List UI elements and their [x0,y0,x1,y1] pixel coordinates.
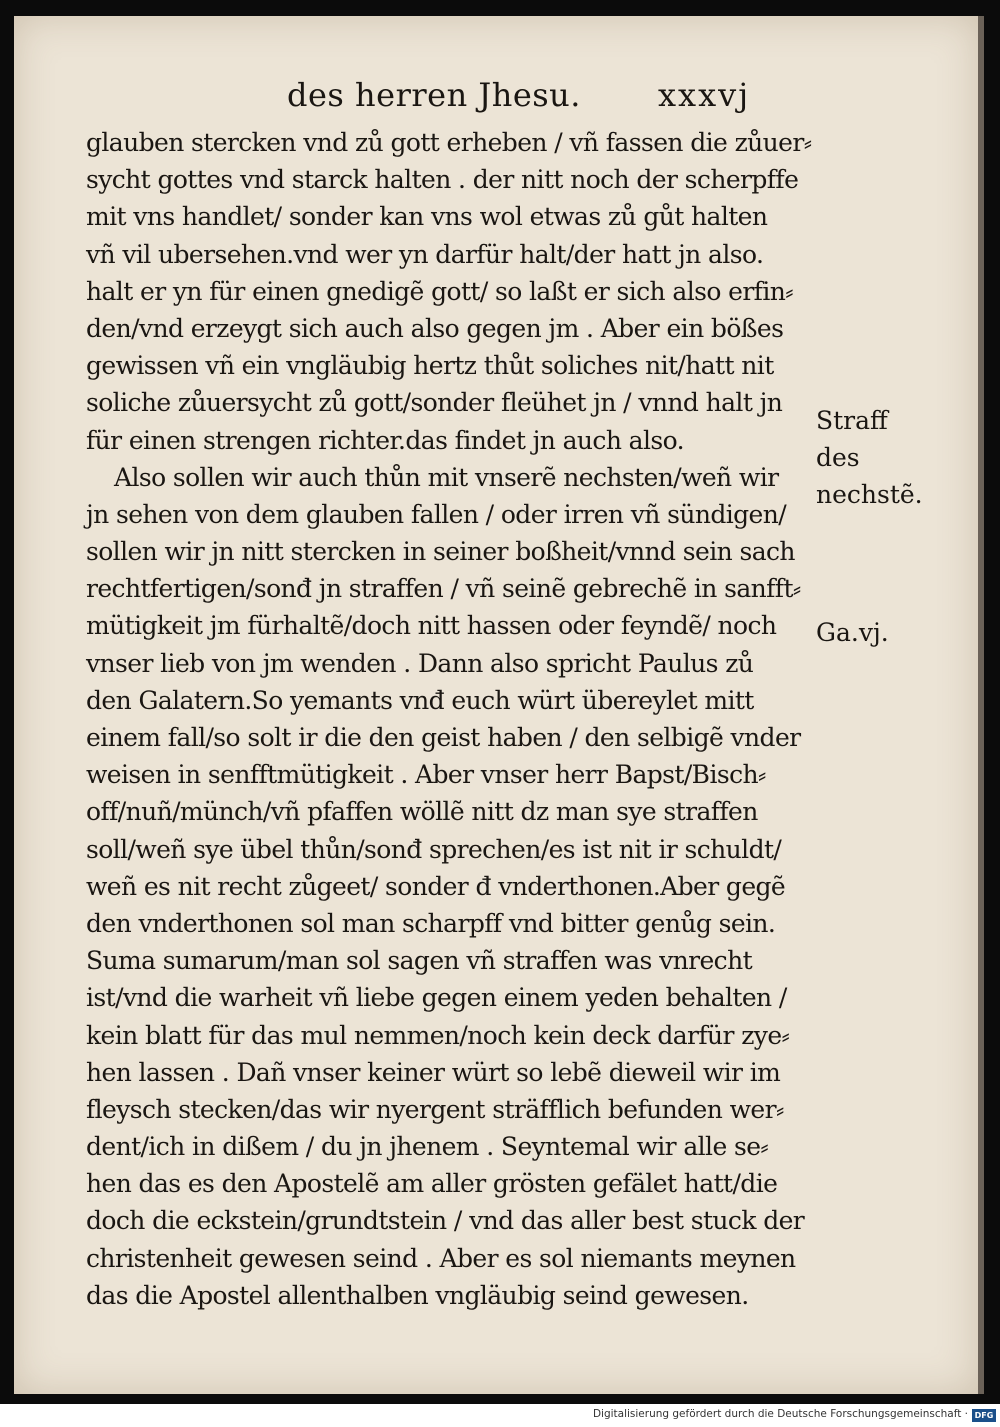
text-line: halt er yn für einen gnedigẽ gott/ so laßt er sich also erfin⸗ [86,276,793,306]
funding-credit: Digitalisierung gefördert durch die Deutsche Forschungsgemeinschaft · [592,1408,968,1420]
text-line: mütigkeit jm fürhaltẽ/doch nitt hassen oder feyndẽ/ noch [86,611,777,641]
text-line: vnser lieb von jm wenden . Dann also spricht Paulus zů [86,648,754,678]
text-line: das die Apostel allenthalben vngläubig seind gewesen. [86,1280,749,1310]
text-line: den/vnd erzeygt sich auch also gegen jm . Aber ein bößes [86,313,784,343]
text-line: off/nuñ/münch/vñ pfaffen wöllẽ nitt dz man sye straffen [86,797,758,827]
text-line: vñ vil ubersehen.vnd wer yn darfür halt/der hatt jn also. [86,239,764,269]
text-line: glauben stercken vnd zů gott erheben / vñ fassen die zůuer⸗ [86,128,812,157]
text-line: einem fall/so solt ir die den geist haben / den selbigẽ vnder [86,723,801,752]
body-text [86,124,816,1314]
text-line: weisen in senfftmütigkeit . Aber vnser herr Bapst/Bisch⸗ [86,760,766,790]
text-line: soliche zůuersycht zů gott/sonder fleühet jn / vnnd halt jn [86,388,783,418]
text-line: jn sehen von dem glauben fallen / oder irren vñ sündigen/ [86,499,787,529]
text-line: Suma sumarum/man sol sagen vñ straffen was vnrecht [86,946,753,976]
text-line: den vnderthonen sol man scharpff vnd bitter genůg sein. [86,908,776,938]
text-line: dent/ich in dißem / du jn jhenem . Seyntemal wir alle se⸗ [86,1132,769,1162]
text-line: den Galatern.So yemants vnđ euch würt übereylet mitt [86,685,754,715]
text-line: sollen wir jn nitt stercken in seiner boßheit/vnnd sein sach [86,537,795,567]
folio-number: xxxvj [658,76,751,114]
text-line: hen das es den Apostelẽ am aller grösten gefälet hatt/die [86,1169,778,1199]
paragraph-start-line: Also sollen wir auch thůn mit vnserẽ nechsten/weñ wir [114,462,779,492]
marginal-note-galater: Ga.vj. [816,618,889,647]
text-line: hen lassen . Dañ vnser keiner würt so lebẽ dieweil wir im [86,1057,781,1087]
text-line: rechtfertigen/sonđ jn straffen / vñ seinẽ gebrechẽ in sanfft⸗ [86,574,801,604]
marginal-line: des [816,443,860,472]
page-header [0,76,1000,116]
digitization-footer [0,1404,1000,1427]
marginal-note-straff [816,402,923,513]
text-line: christenheit gewesen seind . Aber es sol niemants meynen [86,1243,796,1273]
text-line: kein blatt für das mul nemmen/noch kein deck darfür zye⸗ [86,1020,790,1050]
running-head: des herren Jhesu. [287,76,581,114]
dfg-logo: DFG [972,1409,996,1422]
marginal-line: Straff [816,406,888,435]
page-edge [978,16,984,1394]
text-line: gewissen vñ ein vngläubig hertz thůt soliches nit/hatt nit [86,351,774,381]
text-line: mit vns handlet/ sonder kan vns wol etwas zů gůt halten [86,202,768,232]
text-line: sycht gottes vnd starck halten . der nitt noch der scherpffe [86,165,799,195]
text-line: für einen strengen richter.das findet jn auch also. [86,425,684,455]
text-line: ist/vnd die warheit vñ liebe gegen einem yeden behalten / [86,983,787,1013]
marginal-line: nechstẽ. [816,480,923,509]
text-line: doch die eckstein/grundtstein / vnd das aller best stuck der [86,1206,805,1236]
text-line: fleysch stecken/das wir nyergent sträfflich befunden wer⸗ [86,1094,784,1124]
text-line: weñ es nit recht zůgeet/ sonder đ vnderthonen.Aber gegẽ [86,871,786,901]
text-line: soll/weñ sye übel thůn/sonđ sprechen/es ist nit ir schuldt/ [86,834,782,864]
